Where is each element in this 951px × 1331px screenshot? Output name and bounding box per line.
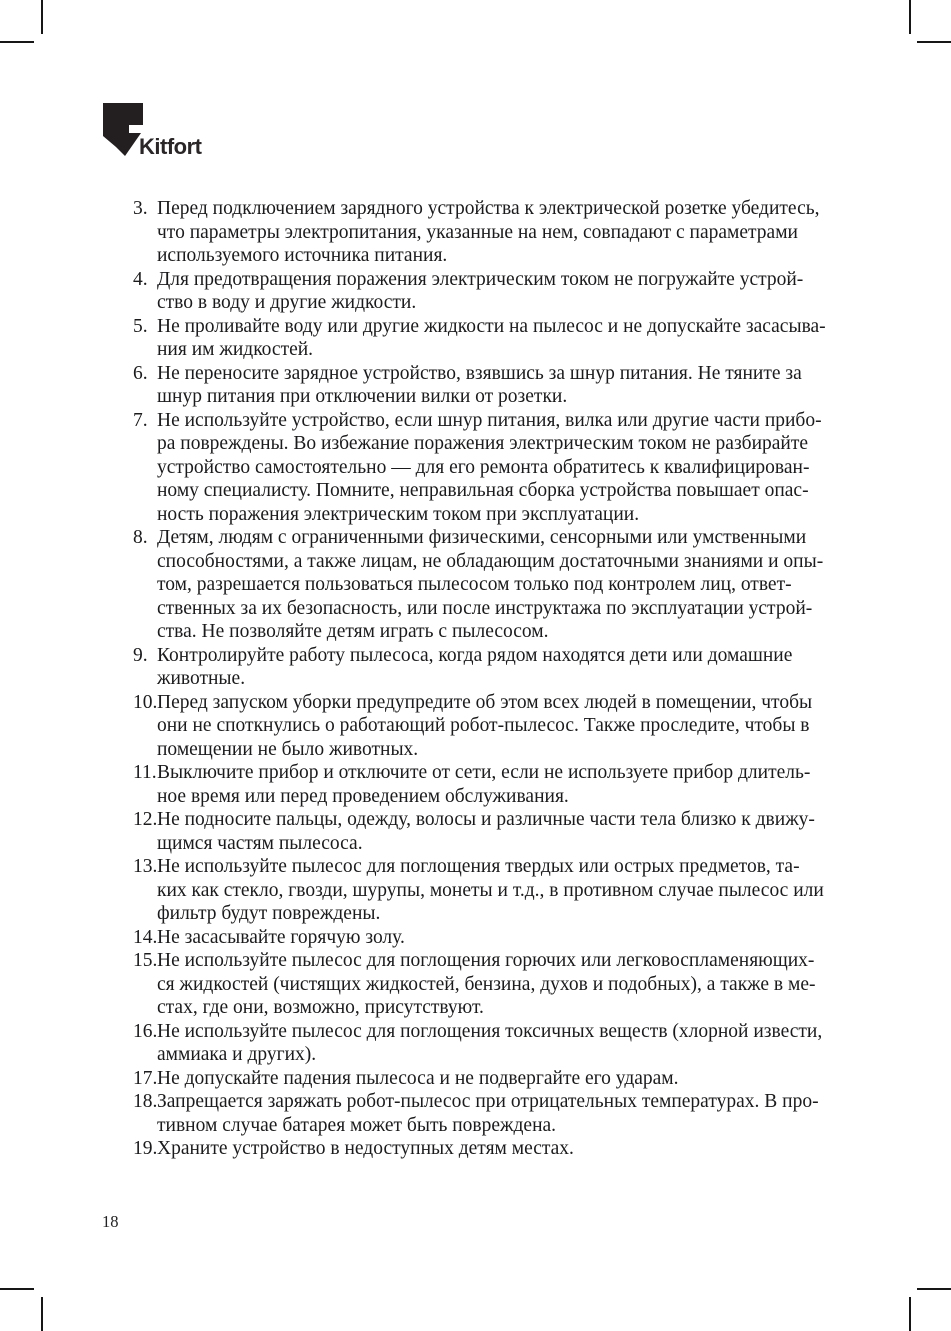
list-item-number: 19. xyxy=(133,1138,158,1159)
list-item xyxy=(133,268,873,315)
text-line: они не споткнулись о работающий робот-пылесос. Также проследите, чтобы в xyxy=(157,715,810,736)
text-line: ния им жидкостей. xyxy=(157,339,314,360)
list-item-number: 8. xyxy=(133,527,148,548)
text-line: Выключите прибор и отключите от сети, если не используете прибор длитель- xyxy=(157,762,811,783)
text-line: устройство самостоятельно — для его ремонта обратитесь к квалифицирован- xyxy=(157,456,810,478)
list-item-number: 17. xyxy=(133,1067,158,1089)
list-item-text xyxy=(157,691,873,762)
list-item-number: 9. xyxy=(133,644,148,666)
text-line: помещении не было животных. xyxy=(157,738,419,760)
text-line: ра повреждены. Во избежание поражения электрическим током не разбирайте xyxy=(157,433,809,454)
list-item xyxy=(133,1020,873,1067)
text-line: ся жидкостей (чистящих жидкостей, бензина, духов и подобных), а также в ме- xyxy=(157,973,816,995)
list-item-number: 12. xyxy=(133,809,158,830)
text-line: Не засасывайте горячую золу. xyxy=(157,926,405,948)
list-item-number: 4. xyxy=(133,268,148,290)
list-item xyxy=(133,1090,873,1137)
text-line: способностями, а также лицам, не обладающим достаточными знаниями и опы- xyxy=(157,550,824,572)
list-item xyxy=(133,926,873,950)
text-line: Перед подключением зарядного устройства к электрической розетке убедитесь, xyxy=(157,198,820,219)
list-item-text xyxy=(157,644,873,691)
crop-mark-bottom-left-horizontal xyxy=(0,1288,34,1290)
text-line: Не используйте пылесос для поглощения твердых или острых предметов, та- xyxy=(157,856,800,877)
list-item-number: 18. xyxy=(133,1091,158,1112)
list-item xyxy=(133,526,873,644)
text-line: ких как стекло, гвозди, шурупы, монеты и т.д., в противном случае пылесос или xyxy=(157,879,824,901)
list-item-number: 7. xyxy=(133,409,148,431)
list-item-number: 16. xyxy=(133,1020,158,1042)
list-item-number: 3. xyxy=(133,198,148,219)
text-line: Контролируйте работу пылесоса, когда рядом находятся дети или домашние xyxy=(157,644,793,666)
list-item-text xyxy=(157,526,873,644)
list-item-number: 13. xyxy=(133,856,158,877)
list-item-text xyxy=(157,808,873,855)
text-line: ному специалисту. Помните, неправильная сборка устройства повышает опас- xyxy=(157,480,809,501)
list-item xyxy=(133,808,873,855)
list-item-text xyxy=(157,855,873,926)
list-item-number: 15. xyxy=(133,950,158,971)
list-item xyxy=(133,197,873,268)
list-item xyxy=(133,644,873,691)
list-item-text xyxy=(157,315,873,362)
text-line: ное время или перед проведением обслуживания. xyxy=(157,785,569,807)
list-item xyxy=(133,362,873,409)
text-line: ственных за их безопасность, или после инструктажа по эксплуатации устрой- xyxy=(157,597,813,619)
crop-mark-top-left-vertical xyxy=(41,0,43,34)
list-item xyxy=(133,855,873,926)
list-item-text xyxy=(157,197,873,268)
kitfort-logo-icon xyxy=(103,103,143,156)
text-line: том, разрешается пользоваться пылесосом только под контролем лиц, ответ- xyxy=(157,574,792,595)
text-line: Перед запуском уборки предупредите об этом всех людей в помещении, чтобы xyxy=(157,691,813,713)
text-line: используемого источника питания. xyxy=(157,245,448,266)
text-line: животные. xyxy=(157,668,246,689)
crop-mark-bottom-right-horizontal xyxy=(917,1288,951,1290)
list-item-number: 11. xyxy=(133,762,157,783)
text-line: шнур питания при отключении вилки от розетки. xyxy=(157,386,568,407)
list-item-text xyxy=(157,926,873,950)
text-line: щимся частям пылесоса. xyxy=(157,832,363,854)
list-item-text xyxy=(157,1067,873,1091)
text-line: Запрещается заряжать робот-пылесос при отрицательных температурах. В про- xyxy=(157,1091,819,1112)
text-line: Не используйте пылесос для поглощения токсичных веществ (хлорной извести, xyxy=(157,1020,823,1042)
list-item xyxy=(133,1137,873,1161)
list-item-text xyxy=(157,268,873,315)
text-line: Не используйте пылесос для поглощения горючих или легковоспламеняющих- xyxy=(157,950,815,971)
list-item xyxy=(133,761,873,808)
list-item-number: 6. xyxy=(133,362,148,384)
list-item-text xyxy=(157,409,873,527)
list-item-number: 5. xyxy=(133,315,148,337)
text-line: Не подносите пальцы, одежду, волосы и различные части тела близко к движу- xyxy=(157,809,815,830)
crop-mark-bottom-right-vertical xyxy=(909,1297,911,1331)
text-line: Не переносите зарядное устройство, взявшись за шнур питания. Не тяните за xyxy=(157,362,802,384)
crop-mark-top-left-horizontal xyxy=(0,41,34,43)
text-line: Не используйте устройство, если шнур питания, вилка или другие части прибо- xyxy=(157,409,822,431)
crop-mark-top-right-horizontal xyxy=(917,41,951,43)
list-item-text xyxy=(157,949,873,1020)
text-line: Не проливайте воду или другие жидкости на пылесос и не допускайте засасыва- xyxy=(157,315,826,337)
text-line: тивном случае батарея может быть повреждена. xyxy=(157,1114,557,1136)
text-line: Детям, людям с ограниченными физическими, сенсорными или умственными xyxy=(157,527,807,548)
brand-wordmark: Kitfort xyxy=(139,134,202,159)
list-item xyxy=(133,1067,873,1091)
text-line: аммиака и других). xyxy=(157,1044,317,1065)
list-item-text xyxy=(157,761,873,808)
list-item-number: 10. xyxy=(133,691,158,713)
safety-list xyxy=(133,197,873,1161)
text-line: ства. Не позволяйте детям играть с пылесосом. xyxy=(157,621,549,642)
list-item xyxy=(133,949,873,1020)
text-line: ность поражения электрическим током при эксплуатации. xyxy=(157,503,640,525)
text-line: Не допускайте падения пылесоса и не подвергайте его ударам. xyxy=(157,1067,679,1089)
list-item-number: 14. xyxy=(133,926,158,948)
page-number: 18 xyxy=(102,1212,119,1231)
list-item xyxy=(133,315,873,362)
text-line: ство в воду и другие жидкости. xyxy=(157,292,417,313)
list-item-text xyxy=(157,1137,873,1161)
crop-mark-top-right-vertical xyxy=(909,0,911,34)
text-line: фильтр будут повреждены. xyxy=(157,903,381,924)
text-line: Для предотвращения поражения электрическим током не погружайте устрой- xyxy=(157,268,804,290)
list-item-text xyxy=(157,1020,873,1067)
text-line: Храните устройство в недоступных детям местах. xyxy=(157,1138,574,1159)
crop-mark-bottom-left-vertical xyxy=(41,1297,43,1331)
list-item-text xyxy=(157,1090,873,1137)
brand-logo xyxy=(103,103,202,159)
list-item xyxy=(133,409,873,527)
list-item xyxy=(133,691,873,762)
text-line: стах, где они, возможно, присутствуют. xyxy=(157,997,484,1018)
list-item-text xyxy=(157,362,873,409)
text-line: что параметры электропитания, указанные на нем, совпадают с параметрами xyxy=(157,221,798,243)
